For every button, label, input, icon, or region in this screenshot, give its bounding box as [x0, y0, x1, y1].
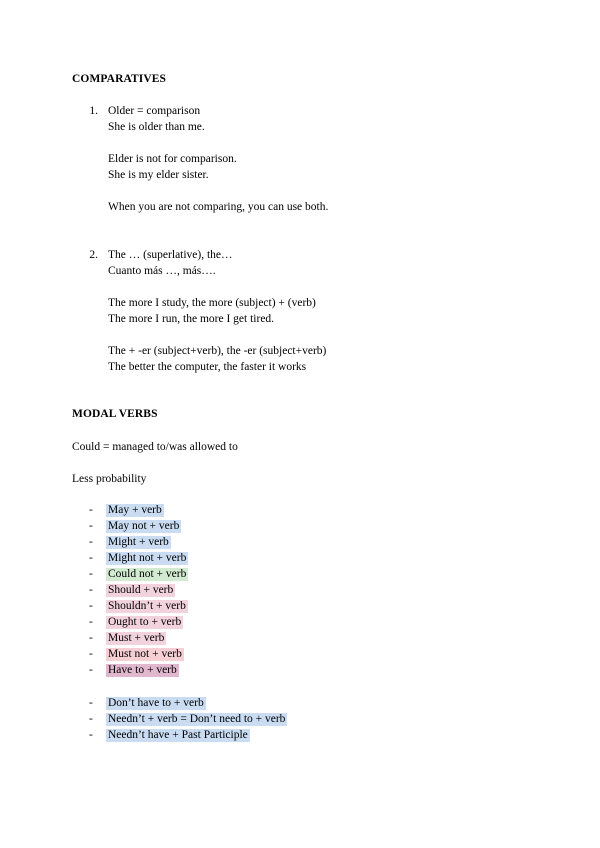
modal-item-text: Must not + verb	[108, 648, 182, 660]
modal-item-text: Needn’t have + Past Participle	[108, 729, 248, 741]
modal-item-text: Should + verb	[108, 584, 174, 596]
comparatives-line: Elder is not for comparison.	[108, 153, 237, 165]
modal-item-text: Have to + verb	[108, 664, 177, 676]
list-item	[108, 728, 250, 742]
list-item	[108, 712, 287, 726]
list-item	[108, 663, 179, 677]
modal-item-text: Shouldn’t + verb	[108, 600, 186, 612]
list-dash: -	[89, 536, 93, 548]
list-dash: -	[89, 520, 93, 532]
list-dash: -	[89, 632, 93, 644]
list-item	[108, 551, 188, 565]
modal-item-text: May + verb	[108, 504, 162, 516]
comparatives-line: She is older than me.	[108, 121, 205, 133]
list-item	[108, 696, 206, 710]
list-dash: -	[89, 504, 93, 516]
comparatives-line: Older = comparison	[108, 105, 201, 117]
list-dash: -	[89, 552, 93, 564]
list-item	[108, 615, 183, 629]
modal-item-text: Ought to + verb	[108, 616, 182, 628]
comparatives-line: The more I study, the more (subject) + (verb)	[108, 297, 316, 309]
list-item	[108, 599, 188, 613]
list-dash: -	[89, 584, 93, 596]
less-probability-label: Less probability	[72, 473, 147, 485]
comparatives-line: She is my elder sister.	[108, 169, 209, 181]
comparatives-line: When you are not comparing, you can use both.	[108, 201, 329, 213]
list-number-2: 2.	[89, 249, 98, 261]
modal-item-text: Must + verb	[108, 632, 165, 644]
list-item	[108, 519, 181, 533]
modal-item-text: Needn’t + verb = Don’t need to + verb	[108, 713, 286, 725]
comparatives-line: The more I run, the more I get tired.	[108, 313, 275, 325]
comparatives-line: The … (superlative), the…	[108, 249, 233, 261]
list-dash: -	[89, 664, 93, 676]
comparatives-line: The better the computer, the faster it works	[108, 361, 307, 373]
modal-item-text: Might not + verb	[108, 552, 187, 564]
list-item	[108, 647, 184, 661]
list-dash: -	[89, 568, 93, 580]
comparatives-heading: COMPARATIVES	[72, 73, 167, 85]
modal-item-text: Might + verb	[108, 536, 169, 548]
list-dash: -	[89, 697, 93, 709]
list-number-1: 1.	[89, 105, 98, 117]
list-dash: -	[89, 616, 93, 628]
list-item	[108, 631, 166, 645]
modal-item-text: Don’t have to + verb	[108, 697, 204, 709]
list-dash: -	[89, 713, 93, 725]
list-item	[108, 567, 188, 581]
modal-verbs-heading: MODAL VERBS	[72, 408, 158, 420]
comparatives-line: The + -er (subject+verb), the -er (subject+verb)	[108, 345, 327, 357]
modal-item-text: Could not + verb	[108, 568, 187, 580]
could-definition: Could = managed to/was allowed to	[72, 441, 238, 453]
list-dash: -	[89, 729, 93, 741]
list-item	[108, 503, 164, 517]
list-dash: -	[89, 648, 93, 660]
comparatives-line: Cuanto más …, más….	[108, 265, 216, 277]
list-item	[108, 535, 171, 549]
modal-item-text: May not + verb	[108, 520, 180, 532]
list-item	[108, 583, 175, 597]
list-dash: -	[89, 600, 93, 612]
